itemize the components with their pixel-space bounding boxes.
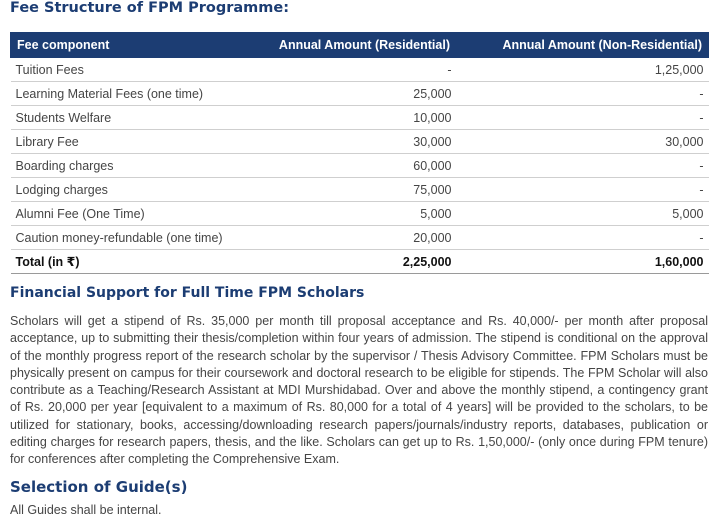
column-header-residential: Annual Amount (Residential) (247, 33, 457, 58)
fee-component-cell: Learning Material Fees (one time) (11, 82, 247, 106)
non-residential-amount-cell: - (457, 154, 709, 178)
total-residential: 2,25,000 (247, 250, 457, 274)
non-residential-amount-cell: 5,000 (457, 202, 709, 226)
total-row (11, 250, 709, 274)
table-row (11, 58, 709, 82)
fee-component-cell: Caution money-refundable (one time) (11, 226, 247, 250)
non-residential-amount-cell: - (457, 178, 709, 202)
residential-amount-cell: 75,000 (247, 178, 457, 202)
table-row (11, 178, 709, 202)
fee-component-cell: Boarding charges (11, 154, 247, 178)
total-non-residential: 1,60,000 (457, 250, 709, 274)
fee-component-cell: Library Fee (11, 130, 247, 154)
fee-component-cell: Students Welfare (11, 106, 247, 130)
selection-of-guides-text: All Guides shall be internal. (10, 503, 162, 517)
residential-amount-cell: 25,000 (247, 82, 457, 106)
fee-structure-heading: Fee Structure of FPM Programme: (10, 0, 289, 16)
table-row (11, 130, 709, 154)
fee-table-header-row (11, 33, 709, 58)
table-row (11, 106, 709, 130)
table-row (11, 202, 709, 226)
non-residential-amount-cell: 30,000 (457, 130, 709, 154)
residential-amount-cell: 30,000 (247, 130, 457, 154)
total-label: Total (in ₹) (11, 250, 247, 274)
column-header-fee-component: Fee component (11, 33, 247, 58)
residential-amount-cell: 5,000 (247, 202, 457, 226)
table-row (11, 226, 709, 250)
residential-amount-cell: - (247, 58, 457, 82)
residential-amount-cell: 60,000 (247, 154, 457, 178)
selection-of-guides-heading: Selection of Guide(s) (10, 478, 188, 496)
non-residential-amount-cell: - (457, 226, 709, 250)
residential-amount-cell: 10,000 (247, 106, 457, 130)
financial-support-heading: Financial Support for Full Time FPM Scholars (10, 285, 365, 301)
table-row (11, 82, 709, 106)
fee-component-cell: Tuition Fees (11, 58, 247, 82)
financial-support-paragraph: Scholars will get a stipend of Rs. 35,000 per month till proposal acceptance and Rs. 40,000/- per month after proposal acceptance, up to submitting their thesis/completion within four years of admission. The stipend is conditional on the approval of the monthly progress report of the research scholar by the supervisor / Thesis Advisory Committee. FPM Scholars must be physically present on campus for their coursework and doctoral research to be eligible for stipends. The FPM Scholar will also contribute as a Teaching/Research Assistant at MDI Murshidabad. Over and above the monthly stipend, a contingency grant of Rs. 20,000 per year [equivalent to a maximum of Rs. 80,000 for a total of 4 years] will be provided to the scholars, to be utilized for stationary, books, accessing/downloading research papers/journals/industry reports, databases, publication or editing charges for research papers, thesis, and the like. Scholars can get up to Rs. 1,50,000/- (only once during FPM tenure) for conferences after completing the Comprehensive Exam. (10, 314, 708, 467)
non-residential-amount-cell: - (457, 106, 709, 130)
fee-component-cell: Alumni Fee (One Time) (11, 202, 247, 226)
table-row (11, 154, 709, 178)
non-residential-amount-cell: 1,25,000 (457, 58, 709, 82)
non-residential-amount-cell: - (457, 82, 709, 106)
fee-component-cell: Lodging charges (11, 178, 247, 202)
residential-amount-cell: 20,000 (247, 226, 457, 250)
fee-table (10, 32, 709, 274)
column-header-non-residential: Annual Amount (Non-Residential) (457, 33, 709, 58)
